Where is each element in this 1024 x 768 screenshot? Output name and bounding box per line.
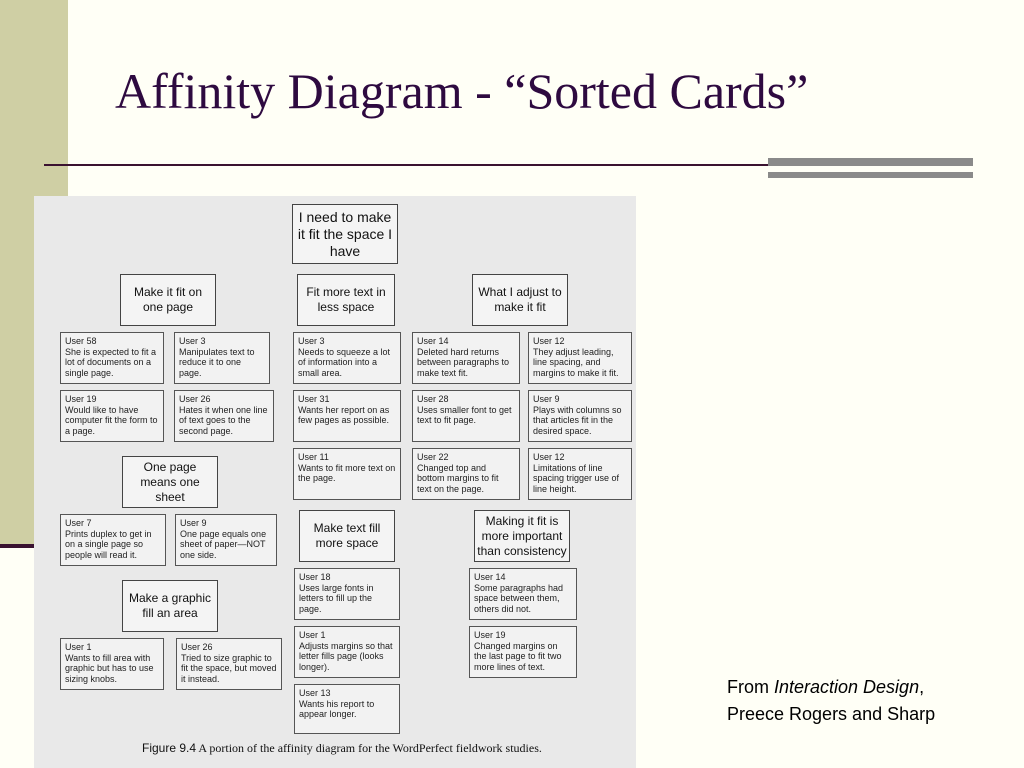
user-card: User 26 Tried to size graphic to fit the space, but moved it instead. [176,638,282,690]
figure-caption-label: Figure 9.4 [142,741,197,755]
group-header: One page means one sheet [122,456,218,508]
slide-title: Affinity Diagram - “Sorted Cards” [115,63,809,119]
title-rule-accent-top [768,158,973,166]
user-card: User 12 They adjust leading, line spacing, and margins to make it fit. [528,332,632,384]
user-card: User 28 Uses smaller font to get text to fit page. [412,390,520,442]
diagram-root: I need to make it fit the space I have [292,204,398,264]
title-rule [44,164,770,166]
group-header: Fit more text in less space [297,274,395,326]
user-card: User 18 Uses large fonts in letters to fill up the page. [294,568,400,620]
user-card: User 19 Would like to have computer fit the form to a page. [60,390,164,442]
figure-caption-text: A portion of the affinity diagram for the WordPerfect fieldwork studies. [196,741,542,755]
credit-prefix: From [727,677,774,697]
user-card: User 12 Limitations of line spacing trigger use of line height. [528,448,632,500]
group-header: Make text fill more space [299,510,395,562]
user-card: User 1 Wants to fill area with graphic but has to use sizing knobs. [60,638,164,690]
group-header: Making it fit is more important than consistency [474,510,570,562]
user-card: User 1 Adjusts margins so that letter fills page (looks longer). [294,626,400,678]
user-card: User 22 Changed top and bottom margins to fit text on the page. [412,448,520,500]
credit-suffix: , [919,677,925,697]
user-card: User 9 Plays with columns so that articles fit in the desired space. [528,390,632,442]
group-header: Make it fit on one page [120,274,216,326]
user-card: User 7 Prints duplex to get in on a single page so people will read it. [60,514,166,566]
user-card: User 14 Deleted hard returns between paragraphs to make text fit. [412,332,520,384]
affinity-diagram-figure [34,196,636,768]
user-card: User 3 Needs to squeeze a lot of information into a small area. [293,332,401,384]
group-header: What I adjust to make it fit [472,274,568,326]
title-rule-accent-bottom [768,172,973,178]
user-card: User 9 One page equals one sheet of paper—NOT one side. [175,514,277,566]
user-card: User 14 Some paragraphs had space between them, others did not. [469,568,577,620]
figure-caption [142,741,542,756]
user-card: User 19 Changed margins on the last page to fit two more lines of text. [469,626,577,678]
user-card: User 11 Wants to fit more text on the page. [293,448,401,500]
user-card: User 26 Hates it when one line of text goes to the second page. [174,390,274,442]
source-credit [727,674,935,728]
user-card: User 3 Manipulates text to reduce it to one page. [174,332,270,384]
user-card: User 13 Wants his report to appear longer. [294,684,400,734]
credit-book: Interaction Design [774,677,920,697]
user-card: User 58 She is expected to fit a lot of documents on a single page. [60,332,164,384]
credit-authors: Preece Rogers and Sharp [727,704,936,724]
group-header: Make a graphic fill an area [122,580,218,632]
user-card: User 31 Wants her report on as few pages as possible. [293,390,401,442]
